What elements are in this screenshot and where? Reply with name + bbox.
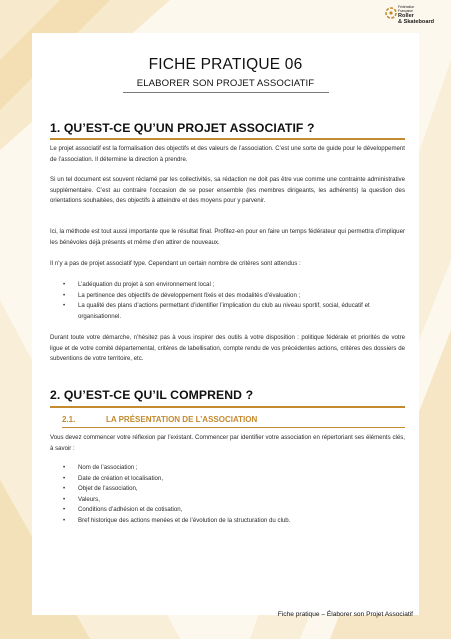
section-2-rule xyxy=(50,406,405,408)
logo-line-2: Française xyxy=(398,9,413,13)
section-2-elements-list xyxy=(50,463,405,527)
list-item: • Date de création et localisation, xyxy=(63,474,164,482)
section-1-closing: Durant toute votre démarche, n’hésitez pas à vous inspirer des outils à votre disposition : politique fédérale et priorités de votre ligue et de votre comité départemental, critères de labellisation, compte rendu de vos précédentes actions, critères des dossiers de subventions de votre territoire, etc. xyxy=(50,334,405,363)
logo-line-4: & Skateboard xyxy=(398,19,435,26)
section-2-intro: Vous devez commencer votre réflexion par l’existant. Commencer par identifier votre association en répertoriant ses éléments clés, à savoir : xyxy=(50,434,405,452)
list-item: • La pertinence des objectifs de développement fixés et des modalités d’évaluation ; xyxy=(63,291,301,299)
section-1-heading: 1. QU’EST-CE QU’UN PROJET ASSOCIATIF ? xyxy=(50,121,315,135)
section-1-paragraph-1: Le projet associatif est la formalisation des objectifs et des valeurs de l’association. C’est une sorte de guide pour le développement de l’association. Il détermine la direction à prendre. xyxy=(50,145,405,163)
page-subtitle: ELABORER SON PROJET ASSOCIATIF xyxy=(136,78,315,89)
subsection-number: 2.1. xyxy=(62,415,76,424)
section-1-paragraph-2: Si un tel document est souvent réclamé par les collectivités, sa rédaction ne doit pas être vue comme une contrainte administrative supplémentaire. C’est au contraire l’occasion de se poser ensemble (les membres dirigeants, les adhérents) la question des orientations souhaitées, des objectifs à atteindre et des moyens pour y parvenir. xyxy=(50,176,405,205)
page-footer: Fiche pratique – Élaborer son Projet Associatif xyxy=(277,611,413,618)
list-item: • Objet de l’association, xyxy=(63,485,138,493)
list-item: • Valeurs, xyxy=(63,495,100,503)
logo xyxy=(385,2,449,28)
subtitle-underline xyxy=(123,92,329,93)
section-1-paragraph-4: Il n’y a pas de projet associatif type. Cependant un certain nombre de critères sont attendus : xyxy=(50,260,301,267)
logo-line-1: Fédération xyxy=(398,5,415,9)
list-item: • Bref historique des actions menées et de l’évolution de la structuration du club. xyxy=(63,516,291,524)
subsection-2-1-rule xyxy=(62,427,405,428)
section-1-criteria-list xyxy=(50,280,405,322)
roller-logo-icon xyxy=(385,6,397,20)
list-item: • Nom de l’association ; xyxy=(63,464,138,471)
section-1-rule xyxy=(50,138,405,140)
subsection-2-1-heading xyxy=(62,415,257,424)
section-1-paragraph-3: Ici, la méthode est tout aussi importante que le résultat final. Profitez-en pour en faire un temps fédérateur qui permettra d’impliquer les bénévoles déjà présents et même d’en attirer de nouveaux. xyxy=(50,228,405,246)
logo-line-3: Roller xyxy=(398,13,414,19)
section-2-heading: 2. QU’EST-CE QU’IL COMPREND ? xyxy=(50,388,254,402)
logo-text xyxy=(398,5,450,25)
subsection-title: LA PRÉSENTATION DE L’ASSOCIATION xyxy=(106,415,258,424)
list-item: • La qualité des plans d’actions permettant d’identifier l’implication du club au niveau sportif, social, éducatif et organisationnel. xyxy=(63,302,370,320)
list-item: • L’adéquation du projet à son environnement local ; xyxy=(63,281,215,288)
list-item: • Conditions d’adhésion et de cotisation, xyxy=(63,506,183,514)
page-title: FICHE PRATIQUE 06 xyxy=(148,56,303,73)
